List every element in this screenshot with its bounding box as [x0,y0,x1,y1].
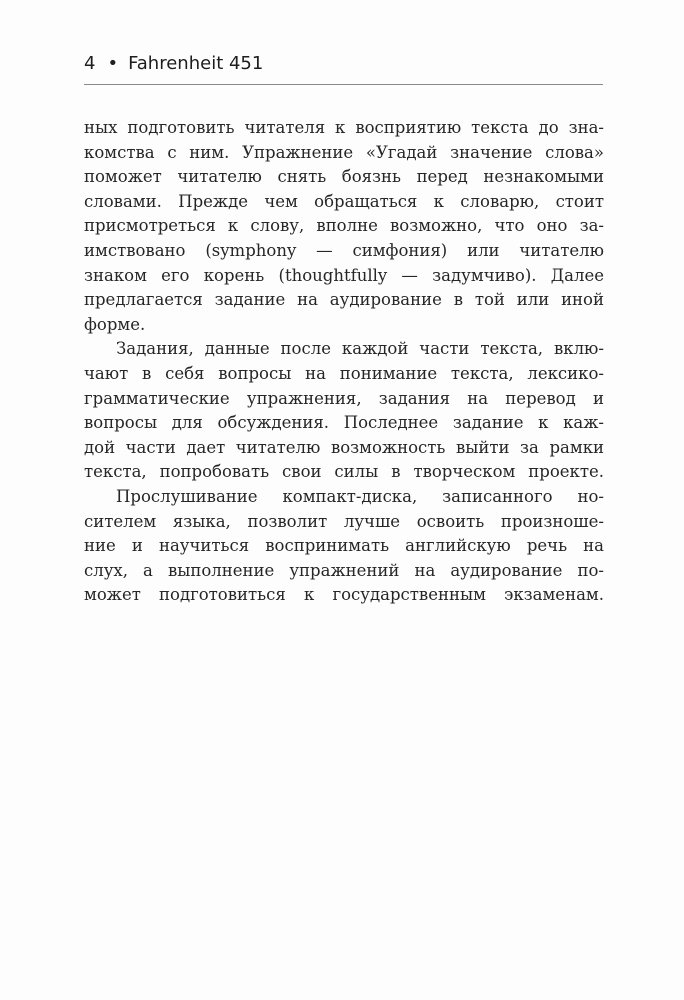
text-line: текста, попробовать свои силы в творческом проекте. [84,462,604,482]
text-line: дой части дает читателю возможность выйти за рамки [84,437,604,457]
text-line: имствовано (symphony — симфония) или читателю [84,240,604,260]
header-rule [84,84,603,85]
text-line: предлагается задание на аудирование в той или иной [84,290,604,310]
text-line: чают в себя вопросы на понимание текста, лексико- [84,363,604,383]
text-line: ние и научиться воспринимать английскую речь на [84,536,604,556]
text-line: словами. Прежде чем обращаться к словарю, стоит [84,191,604,211]
text-line: вопросы для обсуждения. Последнее задание к каж- [84,413,604,433]
body-text [84,116,604,608]
text-line: комства с ним. Упражнение «Угадай значение слова» [84,142,604,162]
text-line: Задания, данные после каждой части текста, вклю- [116,339,604,359]
text-line: присмотреться к слову, вполне возможно, что оно за- [84,216,604,236]
text-line: поможет читателю снять боязнь перед незнакомыми [84,167,604,187]
text-line: форме. [84,314,146,334]
text-line: слух, а выполнение упражнений на аудирование по- [84,560,604,580]
running-head [84,53,604,81]
text-line: Прослушивание компакт-диска, записанного но- [116,486,604,506]
text-line: сителем языка, позволит лучше освоить произноше- [84,511,604,531]
text-line: может подготовиться к государственным экзаменам. [84,585,604,605]
page-number: 4 [84,53,96,74]
text-line: грамматические упражнения, задания на перевод и [84,388,604,408]
text-line: ных подготовить читателя к восприятию текста до зна- [84,118,604,137]
text-line: знаком его корень (thoughtfully — задумчиво). Далее [84,265,604,285]
header-separator: • [107,53,119,74]
book-title: Fahrenheit 451 [128,53,264,74]
